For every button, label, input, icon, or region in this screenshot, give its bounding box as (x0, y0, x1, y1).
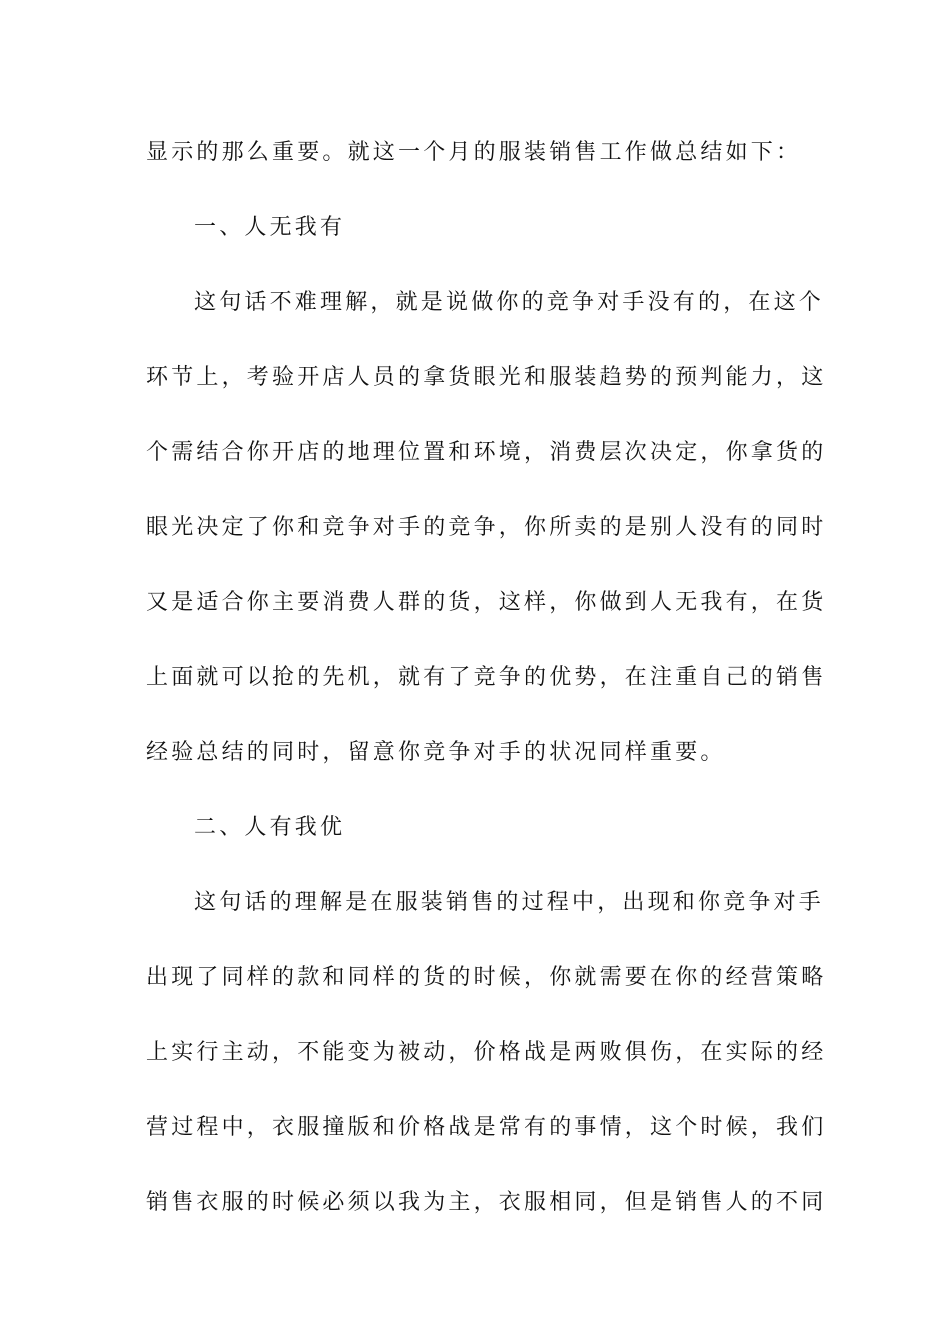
paragraph-line: 这句话不难理解，就是说做你的竞争对手没有的，在这个 (194, 290, 825, 315)
section-heading: 二、人有我优 (194, 815, 346, 840)
paragraph-line: 眼光决定了你和竞争对手的竞争，你所卖的是别人没有的同时 (146, 515, 827, 540)
paragraph-line: 显示的那么重要。就这一个月的服装销售工作做总结如下： (146, 140, 802, 165)
paragraph-line: 营过程中，衣服撞版和价格战是常有的事情，这个时候，我们 (146, 1115, 827, 1140)
paragraph-line: 上实行主动，不能变为被动，价格战是两败俱伤，在实际的经 (146, 1040, 827, 1065)
paragraph-line: 上面就可以抢的先机，就有了竞争的优势，在注重自己的销售 (146, 665, 827, 690)
document-body (146, 128, 827, 1253)
paragraph-line: 环节上，考验开店人员的拿货眼光和服装趋势的预判能力，这 (146, 365, 827, 390)
section-heading: 一、人无我有 (194, 215, 346, 240)
paragraph-line: 个需结合你开店的地理位置和环境，消费层次决定，你拿货的 (146, 440, 827, 465)
paragraph-line: 经验总结的同时，留意你竞争对手的状况同样重要。 (146, 740, 726, 765)
paragraph-line: 这句话的理解是在服装销售的过程中，出现和你竞争对手 (194, 890, 825, 915)
paragraph-line: 销售衣服的时候必须以我为主，衣服相同，但是销售人的不同 (146, 1190, 827, 1215)
paragraph-line: 出现了同样的款和同样的货的时候，你就需要在你的经营策略 (146, 965, 827, 990)
paragraph-line: 又是适合你主要消费人群的货，这样，你做到人无我有，在货 (146, 590, 827, 615)
